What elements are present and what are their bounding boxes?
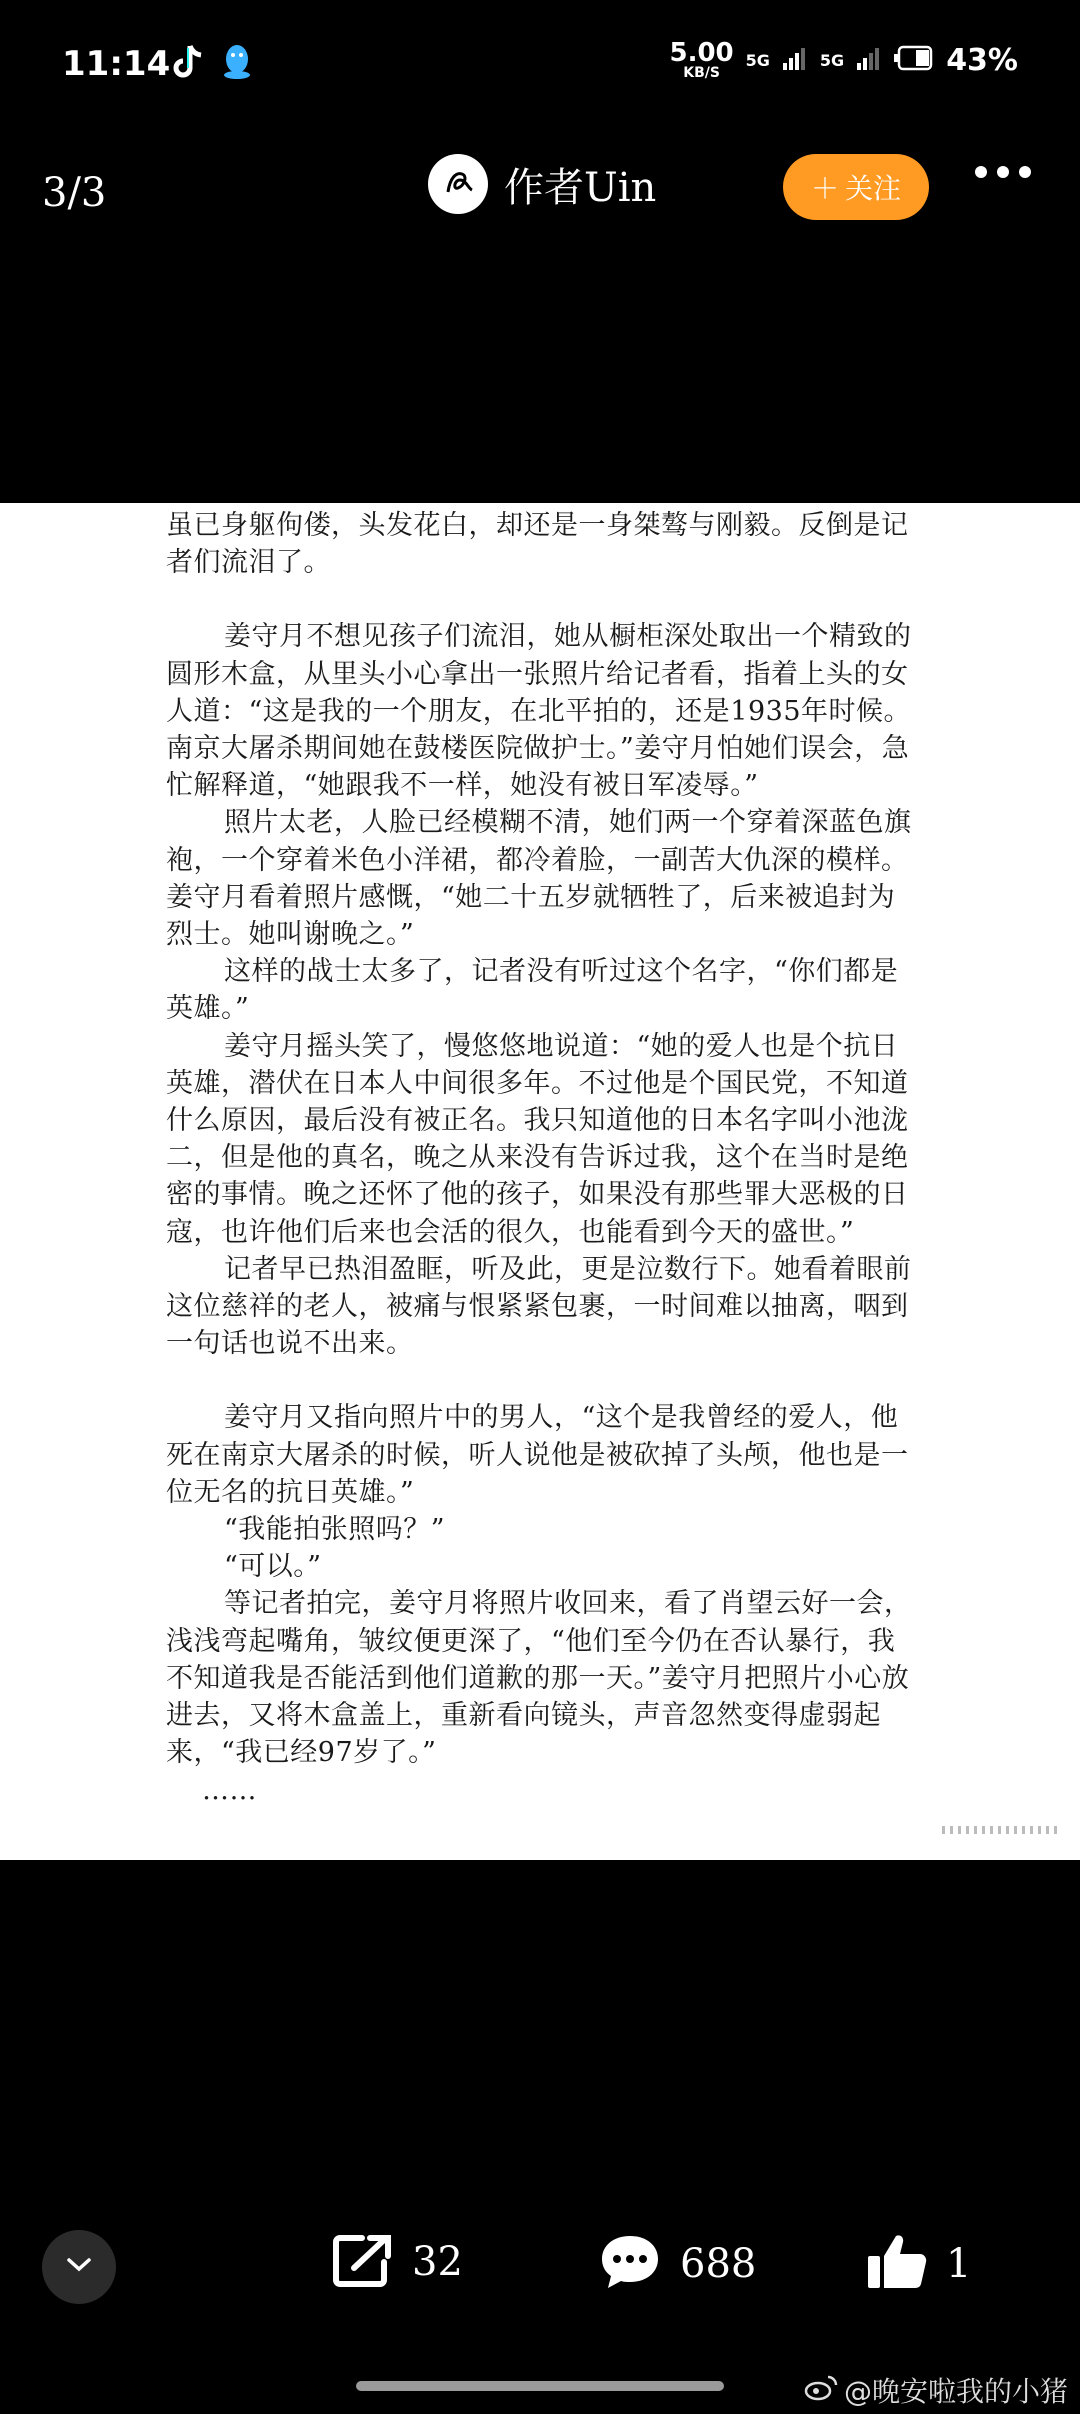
paragraph: 这样的战士太多了，记者没有听过这个名字，“你们都是英雄。”	[166, 956, 899, 1025]
net-speed-value: 5.00	[669, 38, 734, 68]
ellipsis: ……	[202, 1774, 257, 1806]
watermark	[804, 2370, 1068, 2410]
like-button[interactable]	[866, 2232, 971, 2296]
paragraph: “可以。”	[224, 1551, 322, 1583]
weibo-icon	[804, 2373, 838, 2408]
follow-button[interactable]	[783, 154, 929, 220]
follow-label: 关注	[845, 173, 902, 204]
share-count: 32	[412, 2239, 463, 2285]
chevron-down-icon	[66, 2257, 92, 2277]
author-name[interactable]: 作者Uin	[504, 164, 657, 211]
author-info[interactable]	[428, 154, 656, 214]
battery-icon	[894, 45, 934, 75]
paragraph: 姜守月摇头笑了，慢悠悠地说道：“她的爱人也是个抗日英雄，潜伏在日本人中间很多年。不过他是个国民党，不知道什么原因，最后没有被正名。我只知道他的日本名字叫小池泷二，但是他的真名，晚之从来没有告诉过我，这个在当时是绝密的事情。晚之还怀了他的孩子，如果没有那些罪大恶极的日寇，也许他们后来也会活的很久，也能看到今天的盛世。”	[166, 1030, 909, 1248]
paragraph: “我能拍张照吗？”	[224, 1514, 446, 1546]
paragraph: 虽已身躯佝偻，头发花白，却还是一身桀骜与刚毅。反倒是记者们流泪了。	[166, 510, 909, 579]
viewer-header	[0, 140, 1080, 240]
tiktok-icon	[172, 42, 206, 80]
status-time: 11:14	[62, 44, 171, 84]
action-bar	[0, 2210, 1080, 2320]
net-speed-unit: KB/S	[683, 65, 720, 81]
status-bar	[0, 0, 1080, 130]
collapse-button[interactable]	[42, 2230, 116, 2304]
home-indicator[interactable]	[356, 2381, 724, 2391]
paragraph-gap	[166, 581, 916, 618]
share-button[interactable]	[332, 2232, 463, 2292]
watermark-text: @晚安啦我的小猪	[843, 2375, 1068, 2408]
share-icon	[332, 2232, 394, 2292]
document-text	[166, 507, 916, 1809]
battery-percent: 43%	[946, 42, 1018, 78]
comment-icon	[598, 2232, 662, 2296]
page-indicator: 3/3	[42, 170, 107, 216]
sim1-network: 5G	[745, 50, 770, 70]
like-icon	[866, 2232, 928, 2296]
sim2-network: 5G	[819, 50, 845, 70]
more-icon[interactable]	[975, 166, 1031, 178]
status-right	[670, 40, 1019, 80]
paragraph: 姜守月不想见孩子们流泪，她从橱柜深处取出一个精致的圆形木盒，从里头小心拿出一张照片给记者看，指着上头的女人道：“这是我的一个朋友，在北平拍的，还是1935年时候。南京大屠杀期间她在鼓楼医院做护士。”姜守月怕她们误会，急忙解释道，“她跟我不一样，她没有被日军凌辱。”	[166, 621, 912, 802]
net-speed	[670, 40, 734, 80]
document-image	[0, 503, 1080, 1860]
signal-icon	[782, 45, 808, 75]
comment-count: 688	[680, 2241, 757, 2287]
paragraph: 姜守月又指向照片中的男人，“这个是我曾经的爱人，他死在南京大屠杀的时候，听人说他是被砍掉了头颅，他也是一位无名的抗日英雄。”	[166, 1402, 909, 1508]
signal-icon	[856, 45, 882, 75]
paragraph: 记者早已热泪盈眶，听及此，更是泣数行下。她看着眼前这位慈祥的老人，被痛与恨紧紧包裹，一时间难以抽离，咽到一句话也说不出来。	[166, 1253, 912, 1360]
avatar-logo-icon[interactable]	[428, 154, 488, 214]
paragraph: 照片太老，人脸已经模糊不清，她们两一个穿着深蓝色旗袍，一个穿着米色小洋裙，都冷着脸，一副苦大仇深的模样。姜守月看着照片感慨，“她二十五岁就牺牲了，后来被追封为烈士。她叫谢晚之。”	[166, 807, 912, 951]
like-count: 1	[946, 2241, 972, 2287]
paragraph: 等记者拍完，姜守月将照片收回来，看了肖望云好一会，浅浅弯起嘴角，皱纹便更深了，“他们至今仍在否认暴行，我不知道我是否能活到他们道歉的那一天。”姜守月把照片小心放进去，又将木盒盖上，重新看向镜头，声音忽然变得虚弱起来，“我已经97岁了。”	[166, 1588, 912, 1769]
comment-button[interactable]	[598, 2232, 756, 2296]
scan-edge-mark	[942, 1826, 1062, 1834]
paragraph-gap	[166, 1362, 916, 1399]
qq-icon	[220, 42, 254, 80]
plus-icon: ＋	[810, 173, 839, 204]
